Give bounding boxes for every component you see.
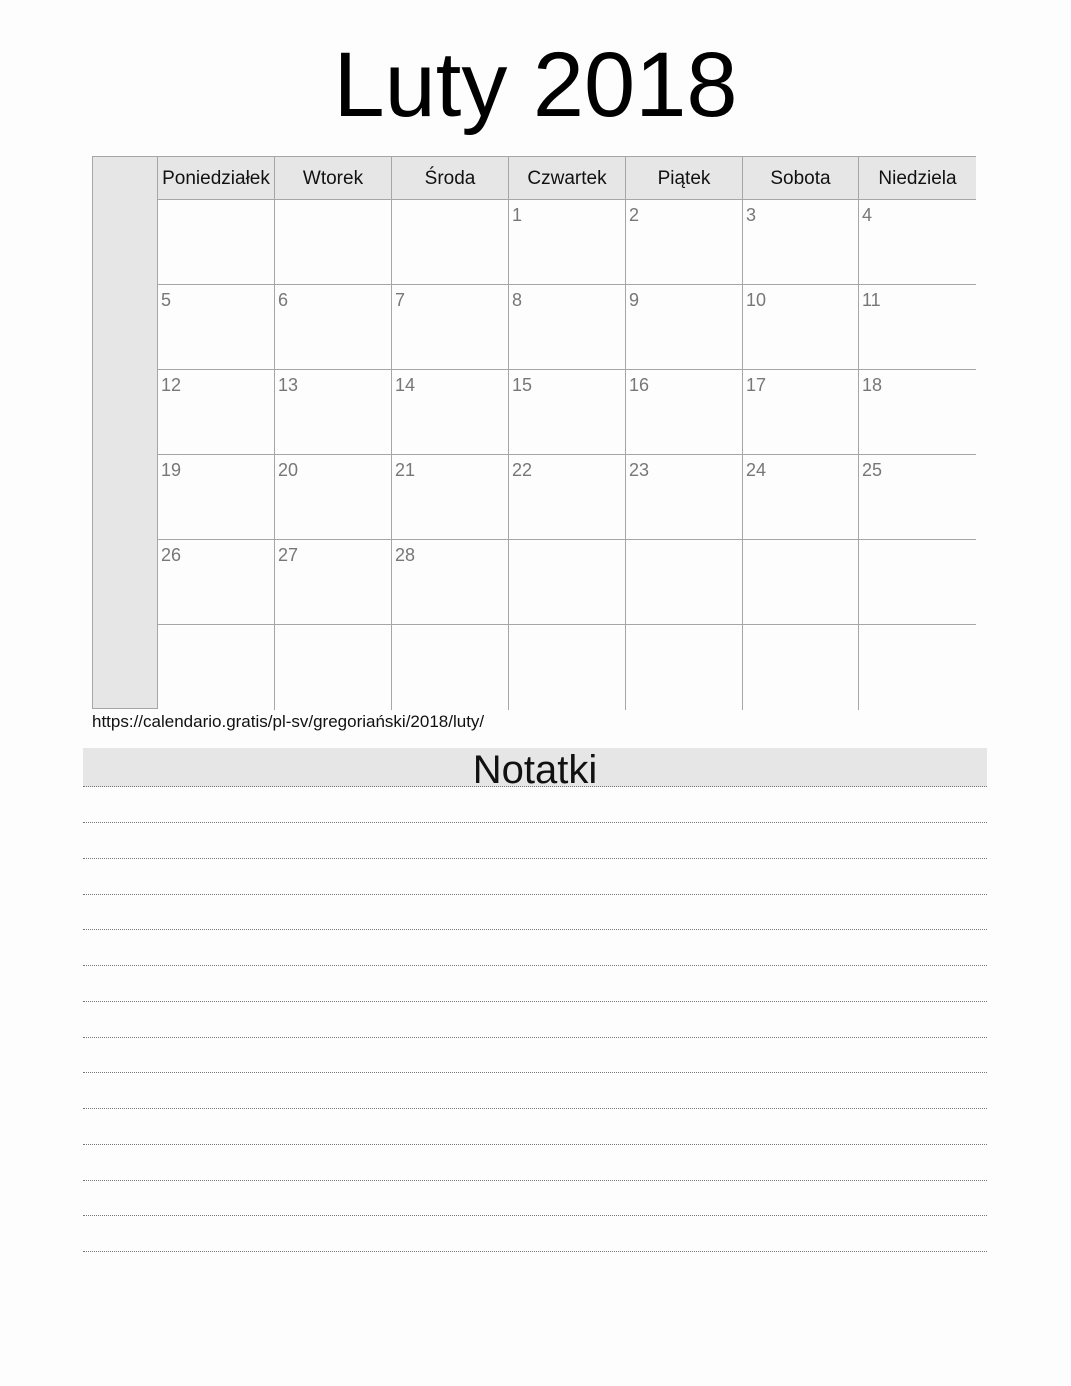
day-cell [743, 455, 859, 540]
notes-ruled-line [83, 965, 987, 966]
notes-ruled-line [83, 822, 987, 823]
day-cell [859, 370, 976, 455]
day-cell [859, 285, 976, 370]
notes-ruled-line [83, 1001, 987, 1002]
weekday-header: Piątek [626, 157, 743, 200]
day-number: 1 [512, 205, 523, 225]
day-cell [626, 370, 743, 455]
source-link[interactable]: https://calendario.gratis/pl-sv/gregoriański/2018/luty/ [92, 712, 485, 731]
weekday-header: Niedziela [859, 157, 976, 200]
day-number: 18 [862, 375, 883, 395]
day-cell [626, 625, 743, 710]
notes-heading: Notatki [83, 748, 987, 787]
day-number: 7 [395, 290, 406, 310]
day-cell [158, 370, 275, 455]
day-cell [859, 540, 976, 625]
day-number: 13 [278, 375, 299, 395]
day-cell [392, 200, 509, 285]
day-cell [509, 540, 626, 625]
day-cell [509, 200, 626, 285]
day-cell [158, 285, 275, 370]
day-cell [275, 455, 392, 540]
day-cell [392, 455, 509, 540]
day-cell [626, 540, 743, 625]
day-cell [158, 200, 275, 285]
day-number: 20 [278, 460, 299, 480]
day-cell [509, 285, 626, 370]
day-number: 3 [746, 205, 757, 225]
notes-ruled-line [83, 1072, 987, 1073]
day-number: 6 [278, 290, 289, 310]
day-number: 10 [746, 290, 767, 310]
notes-ruled-line [83, 1251, 987, 1252]
day-number: 21 [395, 460, 416, 480]
day-number: 24 [746, 460, 767, 480]
day-cell [392, 285, 509, 370]
day-cell [743, 285, 859, 370]
day-number: 4 [862, 205, 873, 225]
calendar-title: Luty 2018 [333, 34, 738, 136]
day-cell [626, 200, 743, 285]
notes-ruled-line [83, 1037, 987, 1038]
notes-ruled-line [83, 1215, 987, 1216]
day-cell [275, 285, 392, 370]
day-number: 17 [746, 375, 767, 395]
day-number: 9 [629, 290, 640, 310]
day-number: 8 [512, 290, 523, 310]
weekday-header: Poniedziałek [158, 157, 275, 200]
weekday-header: Czwartek [509, 157, 626, 200]
calendar-days-grid [158, 157, 976, 708]
month-calendar-grid [92, 156, 976, 709]
day-number: 12 [161, 375, 182, 395]
day-number: 28 [395, 545, 416, 565]
week-number-column [93, 157, 158, 708]
day-number: 15 [512, 375, 533, 395]
day-cell [743, 370, 859, 455]
day-number: 22 [512, 460, 533, 480]
day-cell [509, 625, 626, 710]
notes-ruled-line [83, 1108, 987, 1109]
day-number: 23 [629, 460, 650, 480]
day-cell [392, 625, 509, 710]
notes-ruled-line [83, 1144, 987, 1145]
notes-ruled-line [83, 858, 987, 859]
day-cell [158, 455, 275, 540]
day-number: 19 [161, 460, 182, 480]
day-number: 26 [161, 545, 182, 565]
day-cell [275, 370, 392, 455]
notes-ruled-line [83, 929, 987, 930]
day-cell [743, 200, 859, 285]
day-cell [743, 625, 859, 710]
day-cell [626, 285, 743, 370]
day-number: 11 [862, 290, 881, 310]
notes-ruled-line [83, 1180, 987, 1181]
day-cell [275, 540, 392, 625]
day-cell [743, 540, 859, 625]
day-cell [859, 625, 976, 710]
day-cell [626, 455, 743, 540]
notes-ruled-line [83, 894, 987, 895]
day-cell [392, 540, 509, 625]
weekday-header: Środa [392, 157, 509, 200]
day-number: 16 [629, 375, 650, 395]
day-cell [158, 625, 275, 710]
day-cell [509, 370, 626, 455]
day-cell [275, 625, 392, 710]
day-cell [275, 200, 392, 285]
day-number: 5 [161, 290, 172, 310]
day-cell [392, 370, 509, 455]
day-cell [859, 200, 976, 285]
weekday-header: Wtorek [275, 157, 392, 200]
day-cell [158, 540, 275, 625]
day-number: 25 [862, 460, 883, 480]
weekday-header: Sobota [743, 157, 859, 200]
day-number: 2 [629, 205, 640, 225]
day-number: 27 [278, 545, 299, 565]
day-cell [859, 455, 976, 540]
day-number: 14 [395, 375, 416, 395]
day-cell [509, 455, 626, 540]
